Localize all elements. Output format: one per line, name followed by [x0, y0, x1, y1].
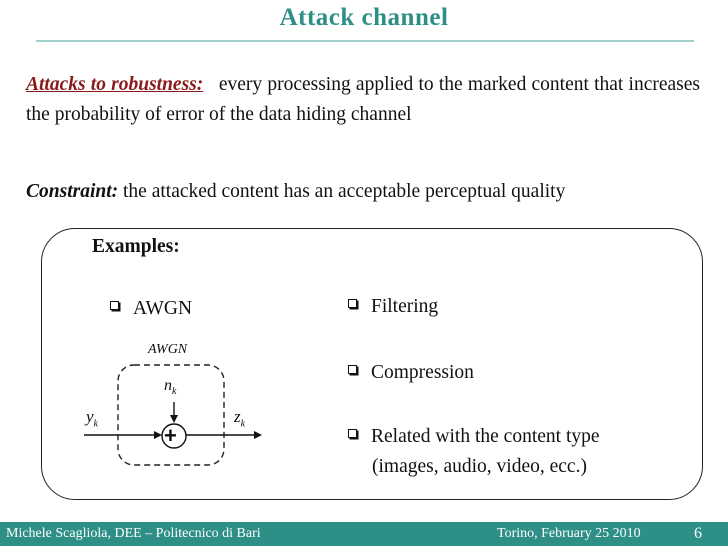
noise-symbol: n — [164, 377, 172, 394]
footer-place-date: Torino, February 25 2010 — [497, 526, 641, 541]
input-symbol: y — [86, 407, 94, 426]
noise-label — [164, 377, 176, 397]
output-label — [234, 407, 245, 429]
noise-arrow-icon — [170, 415, 178, 423]
example-item-label: Filtering — [371, 296, 439, 317]
input-subscript: k — [93, 418, 98, 430]
awgn-block-label: AWGN — [148, 342, 188, 357]
footer-page-number: 6 — [694, 525, 702, 542]
input-arrow-icon — [154, 431, 162, 439]
examples-heading: Examples: — [92, 236, 180, 257]
input-label — [86, 407, 98, 429]
slide-footer — [0, 522, 728, 546]
footer-author: Michele Scagliola, DEE – Politecnico di Bari — [6, 526, 261, 541]
example-item-label: AWGN — [133, 298, 193, 319]
constraint-term: Constraint: — [26, 181, 119, 202]
output-symbol: z — [234, 407, 241, 426]
slide-title: Attack channel — [279, 4, 449, 31]
example-item-label: Compression — [371, 362, 474, 383]
attacks-text: every processing applied to the marked content that increases the probability of error of the data hiding channel — [26, 74, 701, 125]
output-subscript: k — [240, 418, 246, 430]
example-item-content-type-sub: (images, audio, video, ecc.) — [372, 456, 587, 477]
adder-symbol: + — [164, 423, 177, 448]
constraint-text: the attacked content has an acceptable perceptual quality — [123, 181, 566, 202]
noise-subscript: k — [172, 386, 177, 398]
attacks-term: Attacks to robustness: — [26, 74, 204, 95]
example-item-label: Related with the content type — [371, 426, 600, 447]
output-arrow-icon — [254, 431, 262, 439]
